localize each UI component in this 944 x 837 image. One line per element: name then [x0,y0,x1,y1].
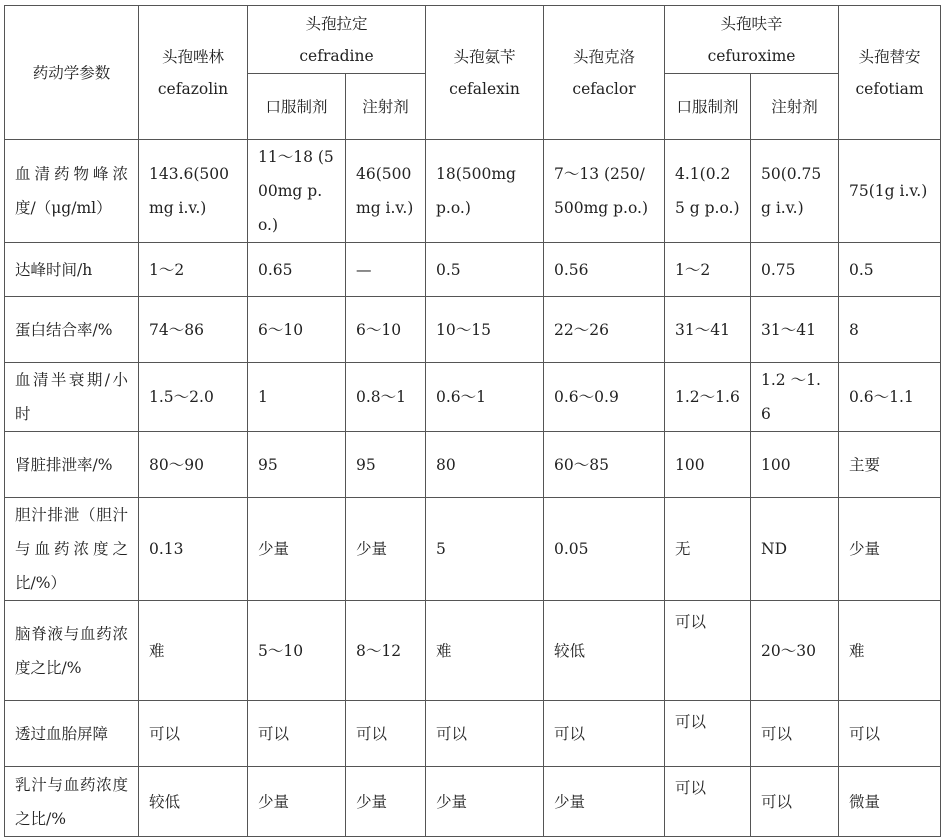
table-cell: 较低 [139,767,248,837]
table-cell: 可以 [139,701,248,767]
table-cell: 100 [751,432,839,498]
cefradine-oral-subheader: 口服制剂 [248,74,346,140]
row-label: 脑脊液与血药浓度之比/% [5,601,139,701]
table-cell: 少量 [248,498,346,601]
table-cell: 31～41 [665,297,751,363]
table-cell: 22～26 [544,297,665,363]
table-row [5,243,941,297]
param-header: 药动学参数 [5,6,139,140]
cefalexin-en: cefalexin [449,79,520,98]
table-cell: 少量 [839,498,941,601]
table-cell: 可以 [665,767,751,837]
pharmacokinetics-table [4,5,941,837]
table-cell: 18(500mg p.o.) [426,140,544,243]
table-cell: 可以 [665,701,751,767]
table-cell: 可以 [839,701,941,767]
table-cell: 难 [139,601,248,701]
cefazolin-en: cefazolin [157,79,229,98]
table-cell: 1.2 ～1.6 [751,363,839,432]
cefradine-cn: 头孢拉定 [305,14,368,33]
cefotiam-en: cefotiam [855,79,924,98]
table-row [5,498,941,601]
cefalexin-header [426,6,544,140]
cefuroxime-oral-subheader: 口服制剂 [665,74,751,140]
table-cell: 可以 [544,701,665,767]
cefradine-header [248,6,426,74]
row-label: 透过血胎屏障 [5,701,139,767]
table-cell: 少量 [426,767,544,837]
table-cell: 80～90 [139,432,248,498]
cefradine-injection-subheader: 注射剂 [346,74,426,140]
table-cell: 可以 [665,601,751,701]
table-cell: 可以 [751,767,839,837]
table-cell: 少量 [544,767,665,837]
row-label: 达峰时间/h [5,243,139,297]
cefuroxime-injection-subheader: 注射剂 [751,74,839,140]
table-cell: 1 [248,363,346,432]
table-cell: 无 [665,498,751,601]
table-cell: 95 [346,432,426,498]
table-cell: 1.2～1.6 [665,363,751,432]
table-cell: 难 [839,601,941,701]
table-cell: 0.6～1.1 [839,363,941,432]
cefradine-en: cefradine [299,46,374,65]
table-cell: 8～12 [346,601,426,701]
table-cell: 5 [426,498,544,601]
table-cell: — [346,243,426,297]
table-cell: 60～85 [544,432,665,498]
cefotiam-header [839,6,941,140]
table-cell: 50(0.75 g i.v.) [751,140,839,243]
table-cell: 1.5～2.0 [139,363,248,432]
table-cell: 5～10 [248,601,346,701]
table-cell: 10～15 [426,297,544,363]
table-cell: 0.8～1 [346,363,426,432]
table-cell: 31～41 [751,297,839,363]
table-cell: 少量 [346,767,426,837]
row-label: 胆汁排泄（胆汁与血药浓度之比/%） [5,498,139,601]
table-cell: 80 [426,432,544,498]
cefuroxime-header [665,6,839,74]
header-row-1 [5,6,941,74]
cefuroxime-cn: 头孢呋辛 [720,14,783,33]
cefazolin-cn: 头孢唑林 [161,47,224,66]
table-cell: ND [751,498,839,601]
table-row [5,297,941,363]
cefalexin-cn: 头孢氨苄 [453,47,516,66]
table-cell: 20～30 [751,601,839,701]
cefazolin-header [139,6,248,140]
row-label: 乳汁与血药浓度之比/% [5,767,139,837]
table-cell: 少量 [248,767,346,837]
table-cell: 7～13 (250/500mg p.o.) [544,140,665,243]
table-cell: 微量 [839,767,941,837]
table-cell: 46(500 mg i.v.) [346,140,426,243]
table-cell: 100 [665,432,751,498]
table-row [5,140,941,243]
table-row [5,701,941,767]
table-cell: 1～2 [139,243,248,297]
table-row [5,363,941,432]
table-cell: 可以 [751,701,839,767]
table-cell: 0.56 [544,243,665,297]
table-cell: 可以 [346,701,426,767]
table-cell: 8 [839,297,941,363]
table-row [5,432,941,498]
table-cell: 6～10 [346,297,426,363]
table-cell: 95 [248,432,346,498]
table-cell: 74～86 [139,297,248,363]
table-cell: 较低 [544,601,665,701]
table-cell: 0.13 [139,498,248,601]
row-label: 蛋白结合率/% [5,297,139,363]
table-cell: 少量 [346,498,426,601]
row-label: 血清药物峰浓度/（μg/ml） [5,140,139,243]
table-row [5,767,941,837]
cefaclor-en: cefaclor [572,79,636,98]
table-cell: 可以 [248,701,346,767]
table-row [5,601,941,701]
table-cell: 可以 [426,701,544,767]
cefuroxime-en: cefuroxime [707,46,796,65]
table-cell: 0.5 [426,243,544,297]
table-cell: 143.6(500 mg i.v.) [139,140,248,243]
table-cell: 主要 [839,432,941,498]
table-cell: 75(1g i.v.) [839,140,941,243]
table-cell: 0.65 [248,243,346,297]
table-cell: 0.6～1 [426,363,544,432]
cefaclor-cn: 头孢克洛 [572,47,635,66]
table-cell: 11～18 (500mg p.o.) [248,140,346,243]
row-label: 血清半衰期/小时 [5,363,139,432]
table-cell: 0.05 [544,498,665,601]
table-cell: 6～10 [248,297,346,363]
table-cell: 0.5 [839,243,941,297]
table-cell: 0.6～0.9 [544,363,665,432]
table-cell: 难 [426,601,544,701]
cefaclor-header [544,6,665,140]
row-label: 肾脏排泄率/% [5,432,139,498]
table-cell: 4.1(0.25 g p.o.) [665,140,751,243]
table-cell: 1～2 [665,243,751,297]
table-cell: 0.75 [751,243,839,297]
cefotiam-cn: 头孢替安 [858,47,921,66]
